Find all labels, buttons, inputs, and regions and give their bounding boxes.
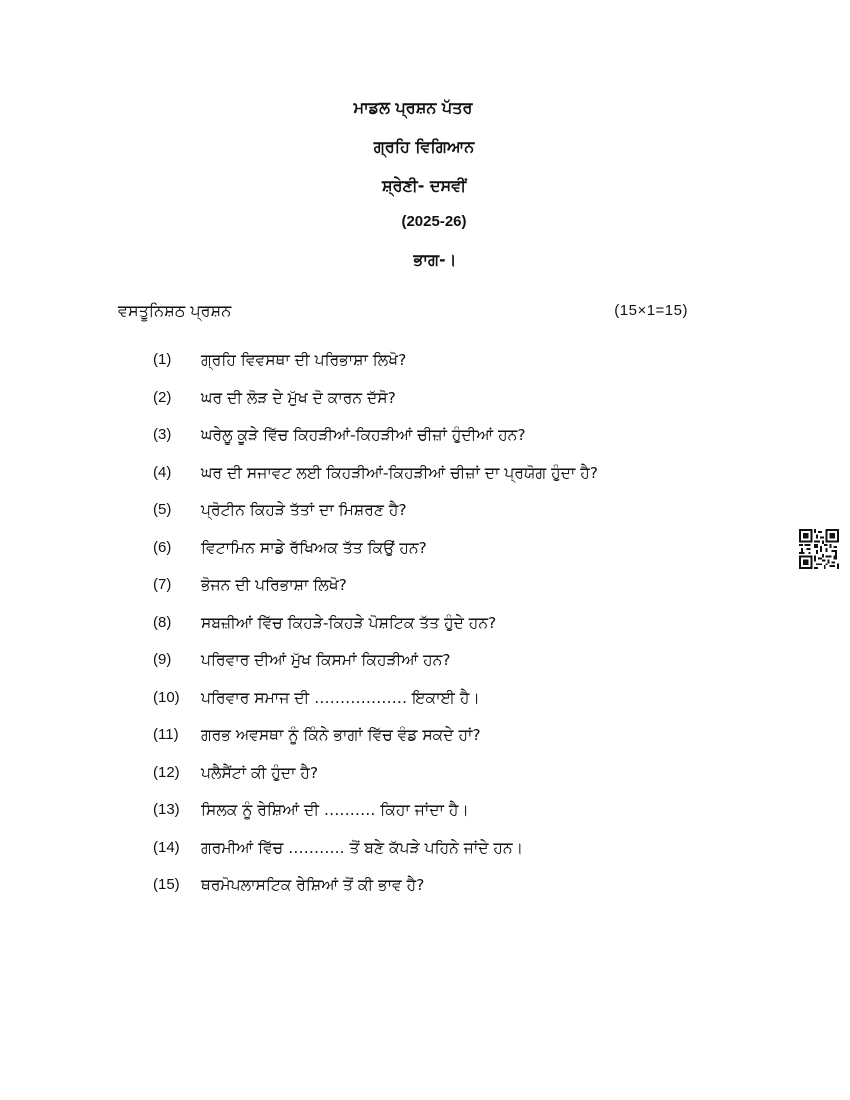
- question-item: [153, 687, 713, 725]
- question-item: [153, 649, 713, 687]
- question-text: ਵਿਟਾਮਿਨ ਸਾਡੇ ਰੱਖਿਅਕ ਤੱਤ ਕਿਉਂ ਹਨ?: [201, 538, 427, 557]
- question-item: [153, 387, 713, 425]
- question-text: ਥਰਮੋਪਲਾਸਟਿਕ ਰੇਸ਼ਿਆਂ ਤੋਂ ਕੀ ਭਾਵ ਹੈ?: [201, 876, 425, 894]
- question-text: ਗਰਭ ਅਵਸਥਾ ਨੂੰ ਕਿੰਨੇ ਭਾਗਾਂ ਵਿੱਚ ਵੰਡ ਸਕਦੇ ਹਾਂ?: [201, 726, 481, 744]
- question-text: ਘਰ ਦੀ ਲੋੜ ਦੇ ਮੁੱਖ ਦੋ ਕਾਰਨ ਦੱਸੋ?: [201, 388, 396, 407]
- question-item: [153, 537, 713, 575]
- question-number: (2): [153, 388, 172, 406]
- question-number: (13): [153, 801, 180, 818]
- question-item: [153, 874, 713, 912]
- question-number: (5): [153, 501, 172, 518]
- question-item: [153, 612, 713, 650]
- question-number: (9): [153, 651, 172, 668]
- question-number: (4): [153, 463, 172, 481]
- subject-title: ਗ੍ਰਹਿ ਵਿਗਿਆਨ: [373, 137, 475, 156]
- question-number: (12): [153, 763, 180, 781]
- question-number: (10): [153, 688, 180, 706]
- section-title: ਵਸਤੂਨਿਸ਼ਠ ਪ੍ਰਸ਼ਨ: [118, 301, 232, 320]
- question-item: [153, 574, 713, 612]
- question-text: ਪਲੈਸੈਂਟਾਂ ਕੀ ਹੁੰਦਾ ਹੈ?: [201, 763, 319, 782]
- section-marks: (15×1=15): [614, 302, 688, 319]
- question-text: ਘਰ ਦੀ ਸਜਾਵਟ ਲਈ ਕਿਹੜੀਆਂ-ਕਿਹੜੀਆਂ ਚੀਜ਼ਾਂ ਦਾ ਪ੍ਰਯੋਗ ਹੁੰਦਾ ਹੈ?: [201, 463, 598, 482]
- question-text: ਘਰੇਲੂ ਕੂੜੇ ਵਿੱਚ ਕਿਹੜੀਆਂ-ਕਿਹੜੀਆਂ ਚੀਜ਼ਾਂ ਹੁੰਦੀਆਂ ਹਨ?: [201, 426, 526, 444]
- question-text: ਸਿਲਕ ਨੂੰ ਰੇਸ਼ਿਆਂ ਦੀ ………. ਕਿਹਾ ਜਾਂਦਾ ਹੈ।: [201, 801, 469, 819]
- paper-title: ਮਾਡਲ ਪ੍ਰਸ਼ਨ ਪੱਤਰ: [353, 98, 473, 117]
- question-number: (7): [153, 576, 172, 593]
- question-item: [153, 762, 713, 800]
- question-list: [153, 349, 713, 912]
- question-item: [153, 799, 713, 837]
- question-number: (6): [153, 538, 172, 556]
- question-text: ਗਰਮੀਆਂ ਵਿੱਚ ……….. ਤੋਂ ਬਣੇ ਕੱਪੜੇ ਪਹਿਨੇ ਜਾਂਦੇ ਹਨ।: [201, 838, 524, 857]
- class-title: ਸ਼੍ਰੇਣੀ- ਦਸਵੀਂ: [381, 176, 467, 195]
- question-text: ਗ੍ਰਹਿ ਵਿਵਸਥਾ ਦੀ ਪਰਿਭਾਸ਼ਾ ਲਿਖੋ?: [201, 351, 407, 369]
- question-number: (14): [153, 838, 180, 856]
- question-number: (1): [153, 351, 172, 368]
- qr-code-icon: [799, 529, 839, 569]
- question-number: (8): [153, 613, 172, 631]
- question-text: ਪ੍ਰੋਟੀਨ ਕਿਹੜੇ ਤੱਤਾਂ ਦਾ ਮਿਸ਼ਰਣ ਹੈ?: [201, 501, 407, 519]
- question-item: [153, 462, 713, 500]
- question-item: [153, 349, 713, 387]
- question-number: (11): [153, 726, 179, 743]
- question-item: [153, 837, 713, 875]
- question-item: [153, 499, 713, 537]
- part-label: ਭਾਗ-।: [413, 250, 457, 269]
- section-header: [118, 300, 688, 322]
- question-item: [153, 424, 713, 462]
- session-year: (2025-26): [401, 213, 467, 230]
- question-text: ਪਰਿਵਾਰ ਸਮਾਜ ਦੀ ……………… ਇਕਾਈ ਹੈ।: [201, 688, 480, 707]
- question-number: (3): [153, 426, 172, 443]
- question-text: ਸਬਜ਼ੀਆਂ ਵਿੱਚ ਕਿਹੜੇ-ਕਿਹੜੇ ਪੋਸ਼ਟਿਕ ਤੱਤ ਹੁੰਦੇ ਹਨ?: [201, 613, 497, 632]
- question-number: (15): [153, 876, 180, 893]
- question-text: ਭੋਜਨ ਦੀ ਪਰਿਭਾਸ਼ਾ ਲਿਖੋ?: [201, 576, 347, 594]
- question-item: [153, 724, 713, 762]
- question-text: ਪਰਿਵਾਰ ਦੀਆਂ ਮੁੱਖ ਕਿਸਮਾਂ ਕਿਹੜੀਆਂ ਹਨ?: [201, 651, 451, 669]
